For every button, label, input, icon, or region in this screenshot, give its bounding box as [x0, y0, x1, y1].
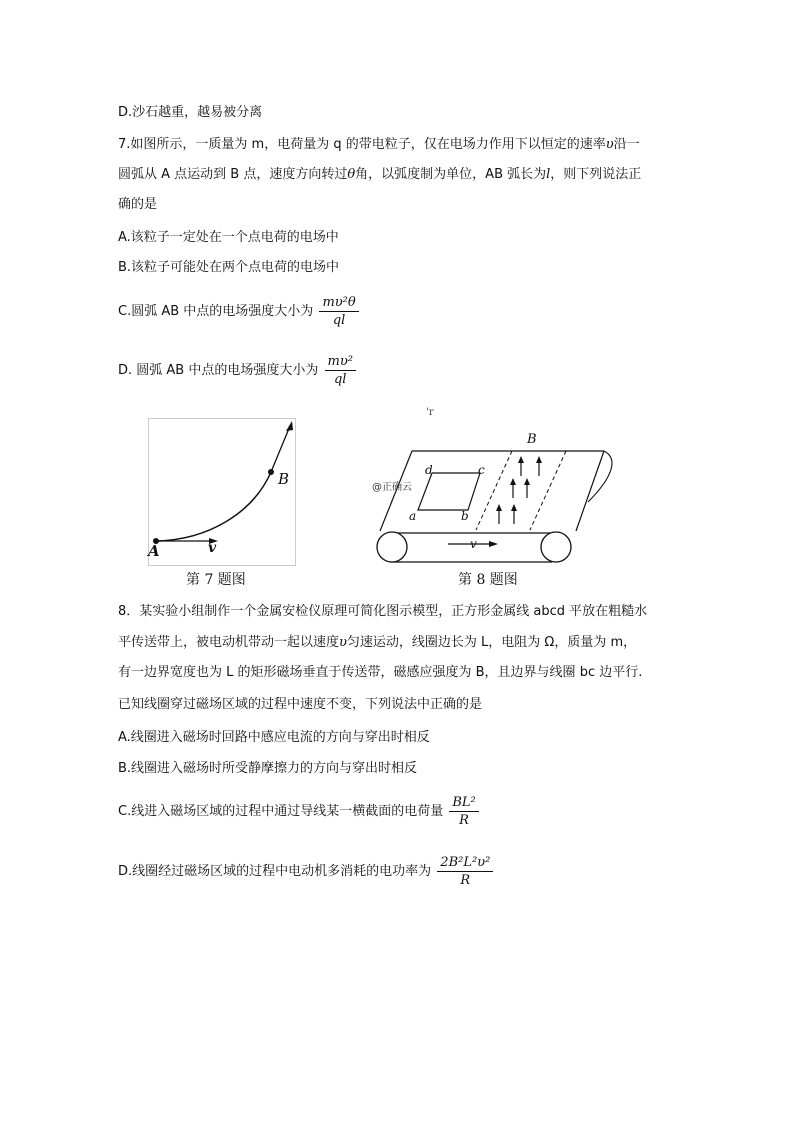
q8-option-d-numerator: 2B²L²υ² — [437, 855, 493, 872]
q7-velocity-b-arrowhead — [286, 421, 293, 431]
q8-option-d-fraction — [437, 855, 493, 888]
q7-option-c — [118, 295, 359, 328]
q7-option-d-fraction — [325, 354, 356, 387]
q7-figure — [148, 418, 296, 566]
q7-option-c-numerator: mυ²θ — [319, 295, 358, 312]
q7-stem-2-pre: 圆弧从 A 点运动到 B 点，速度方向转过 — [118, 167, 348, 182]
q8-field-arrows — [499, 461, 539, 524]
q7-stem-line-2 — [118, 166, 641, 184]
q8-field-arrowheads — [496, 456, 542, 511]
q7-stem-2-post: ，则下列说法正 — [550, 167, 642, 182]
q7-length-var: l — [546, 167, 551, 182]
q8-left-roller — [377, 532, 407, 562]
q8-option-d-text: D.线圈经过磁场区域的过程中电动机多消耗的电功率为 — [118, 864, 432, 879]
q8-label-a: a — [409, 509, 417, 523]
q7-stem-line-3: 确的是 — [118, 197, 158, 212]
q7-label-a: A — [148, 542, 160, 560]
q7-option-b: B.该粒子可能处在两个点电荷的电场中 — [118, 260, 340, 275]
q7-option-d-denominator: ql — [333, 372, 347, 387]
q8-label-c: c — [478, 463, 485, 477]
q8-stem-line-2 — [118, 634, 636, 652]
q8-option-d-denominator: R — [460, 873, 471, 888]
q8-option-c — [118, 795, 479, 828]
q7-figure-frame — [149, 419, 296, 566]
q7-option-d-text: D. 圆弧 AB 中点的电场强度大小为 — [118, 363, 319, 378]
q8-stem-2-post: 匀速运动，线圈边长为 L，电阻为 Ω，质量为 m， — [346, 635, 637, 650]
q7-velocity-b-line — [271, 426, 290, 472]
q7-arc — [156, 472, 271, 541]
q7-angle-var: θ — [347, 167, 356, 182]
q8-watermark: @正确云 — [372, 482, 412, 493]
q8-stem-line-1: 8．某实验小组制作一个金属安检仪原理可简化图示模型，正方形金属线 abcd 平放在粗糙水 — [118, 604, 648, 619]
q7-label-b: B — [278, 470, 290, 488]
q8-option-c-denominator: R — [459, 813, 469, 828]
q8-label-b: b — [461, 509, 469, 523]
q7-speed-var: υ — [605, 137, 614, 152]
q7-option-c-fraction — [319, 295, 358, 328]
q6-option-d: D.沙石越重，越易被分离 — [118, 105, 263, 120]
q7-stem-1-pre: 7.如图所示，一质量为 m，电荷量为 q 的带电粒子，仅在电场力作用下以恒定的速率 — [118, 137, 606, 152]
q7-option-d — [118, 354, 356, 387]
q8-option-b: B.线圈进入磁场时所受静摩擦力的方向与穿出时相反 — [118, 761, 418, 776]
q8-option-c-text: C.线进入磁场区域的过程中通过导线某一横截面的电荷量 — [118, 804, 444, 819]
q8-field-boundary-right — [530, 451, 566, 530]
q8-label-field: B — [527, 432, 537, 447]
q8-label-d: d — [425, 463, 433, 477]
q7-option-a: A.该粒子一定处在一个点电荷的电场中 — [118, 230, 339, 245]
q8-figure — [368, 406, 616, 570]
q8-option-c-fraction — [449, 795, 478, 828]
q8-velocity-arrowhead — [489, 541, 498, 547]
q8-belt-right-edge — [576, 451, 604, 531]
q8-option-a: A.线圈进入磁场时回路中感应电流的方向与穿出时相反 — [118, 730, 430, 745]
q7-label-v: v — [208, 540, 217, 556]
q7-option-c-text: C.圆弧 AB 中点的电场强度大小为 — [118, 304, 314, 319]
q8-stem-line-4: 已知线圈穿过磁场区域的过程中速度不变，下列说法中正确的是 — [118, 697, 483, 712]
q8-stem-2-pre: 平传送带上，被电动机带动一起以速度 — [118, 635, 340, 650]
q8-option-c-numerator: BL² — [449, 795, 478, 812]
q8-stray-mark: 'r — [426, 407, 434, 418]
q8-stem-line-3: 有一边界宽度也为 L 的矩形磁场垂直于传送带，磁感应强度为 B，且边界与线圈 bc 边平行. — [118, 665, 643, 680]
q8-right-roller — [541, 532, 571, 562]
q8-option-d — [118, 855, 493, 888]
q8-speed-var: υ — [339, 635, 347, 650]
q7-stem-2-mid: 角，以弧度制为单位，AB 弧长为 — [355, 167, 547, 182]
q7-point-b — [268, 469, 274, 475]
q8-label-v: v — [470, 537, 477, 551]
q7-caption: 第 7 题图 — [186, 572, 246, 588]
q7-option-d-numerator: mυ² — [325, 354, 356, 371]
q7-stem-1-post: 沿一 — [613, 137, 640, 152]
q8-coil — [418, 473, 480, 510]
q8-caption: 第 8 题图 — [458, 572, 518, 588]
q7-option-c-denominator: ql — [332, 313, 346, 328]
q8-belt-right-curve — [588, 451, 612, 502]
q7-stem-line-1 — [118, 136, 640, 154]
